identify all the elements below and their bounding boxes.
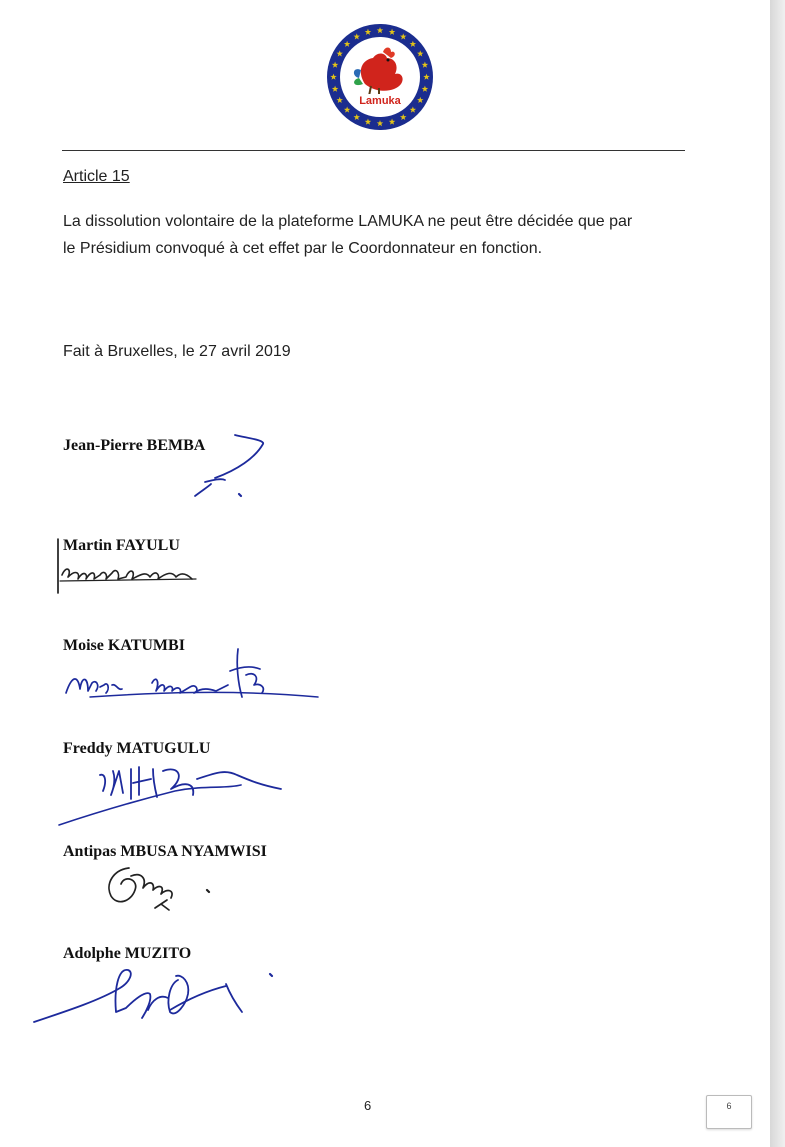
handwritten-signature-icon [56, 535, 206, 595]
page-number: 6 [364, 1098, 372, 1113]
article-body-line: La dissolution volontaire de la plateforme LAMUKA ne peut être décidée que par [63, 213, 633, 230]
page-thumbnail[interactable] [706, 1095, 752, 1129]
lamuka-logo-icon [325, 22, 435, 132]
signatory-name: Moise KATUMBI [63, 637, 185, 654]
handwritten-signature-icon [55, 755, 300, 830]
header-divider [62, 150, 685, 151]
article-body-line: le Présidium convoqué à cet effet par le Coordonnateur en fonction. [63, 240, 543, 257]
signatory-name: Martin FAYULU [63, 537, 180, 554]
signatory-name: Jean-Pierre BEMBA [63, 437, 206, 454]
handwritten-signature-icon [30, 960, 280, 1030]
page-thumbnail-label: 6 [726, 1101, 732, 1111]
signatory-name: Freddy MATUGULU [63, 740, 211, 757]
handwritten-signature-icon [60, 645, 330, 715]
signatory-name: Antipas MBUSA NYAMWISI [63, 843, 267, 860]
signatory-name: Adolphe MUZITO [63, 945, 192, 962]
logo-text: Lamuka [359, 95, 401, 107]
handwritten-signature-icon [95, 860, 225, 920]
viewer-edge [770, 0, 785, 1147]
date-line: Fait à Bruxelles, le 27 avril 2019 [63, 343, 291, 360]
article-title: Article 15 [63, 168, 130, 185]
article-body [63, 208, 723, 262]
handwritten-signature-icon [185, 430, 275, 510]
